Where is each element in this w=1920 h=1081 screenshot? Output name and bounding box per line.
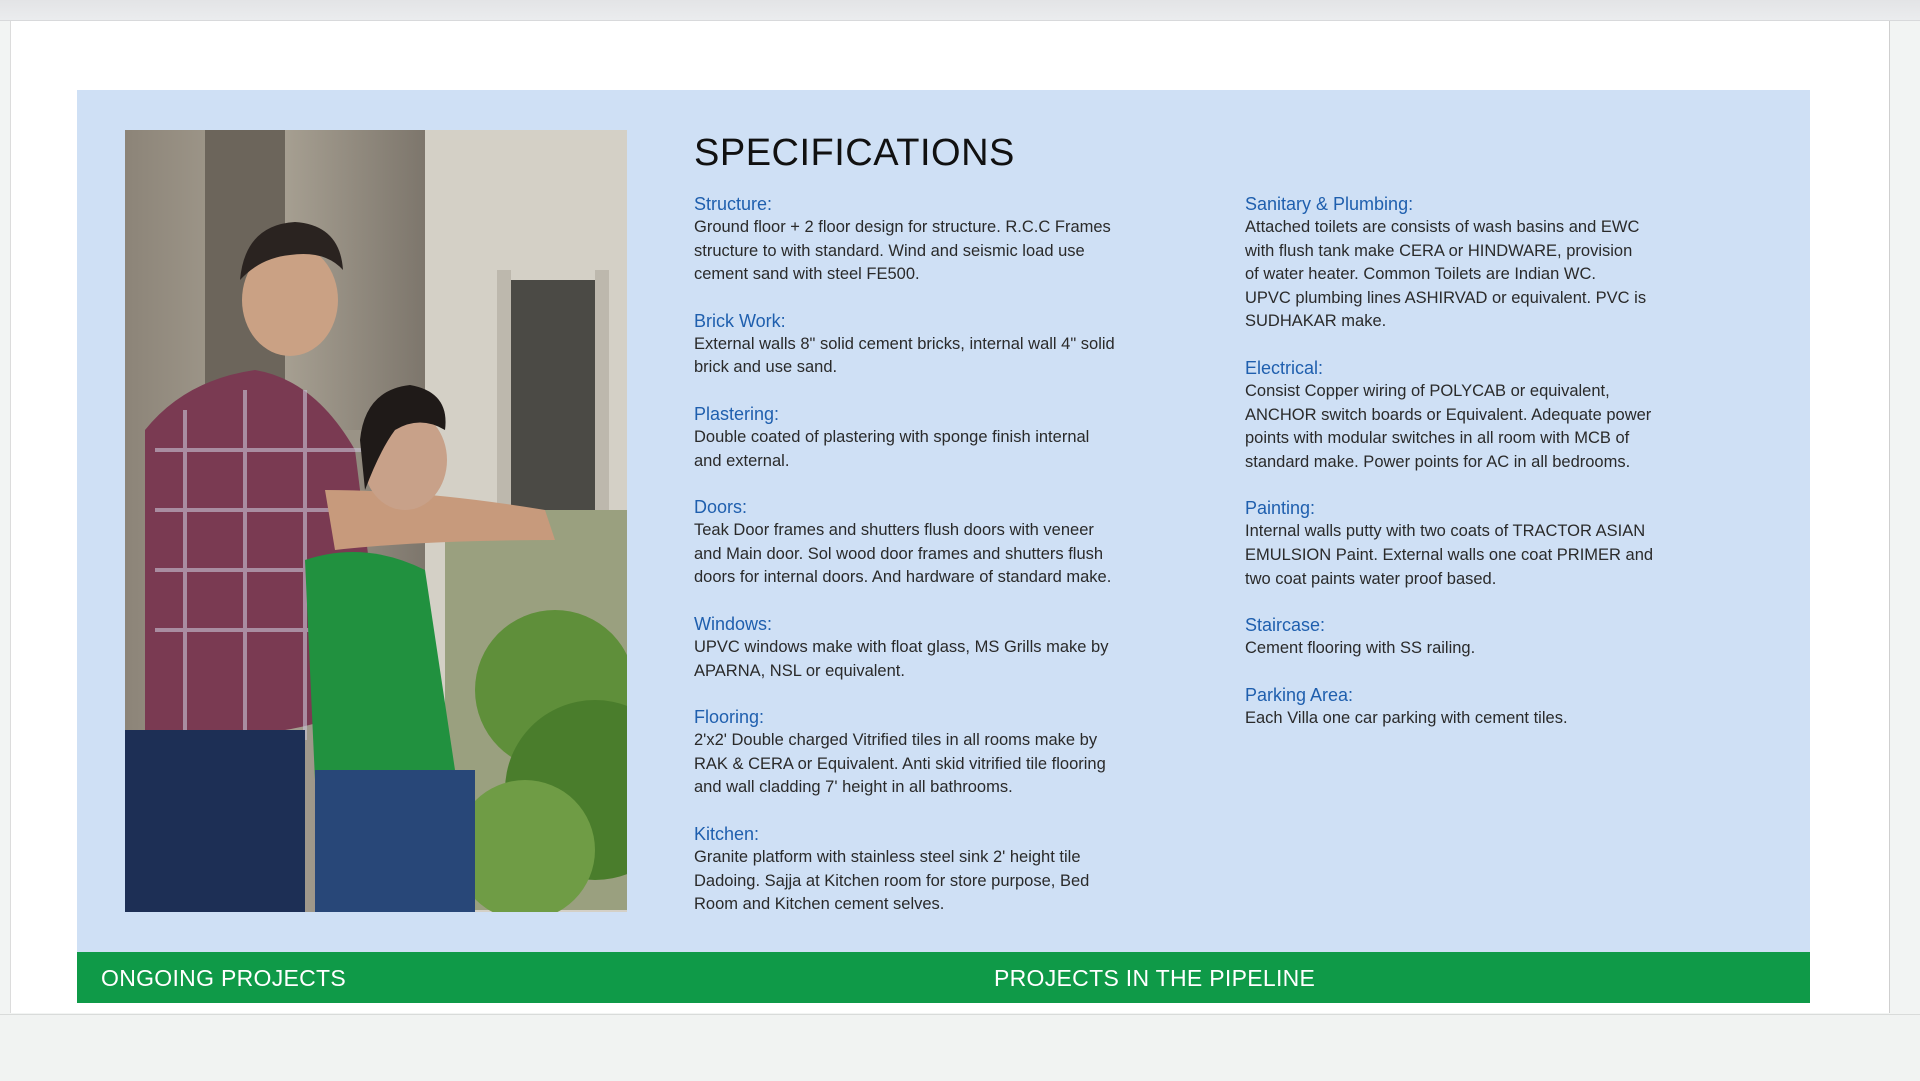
spec-structure — [694, 192, 1184, 287]
spec-line: Double coated of plastering with sponge finish internal — [694, 427, 1090, 446]
spec-line: and external. — [694, 451, 790, 470]
top-chrome-strip — [0, 0, 1920, 21]
spec-line: points with modular switches in all room with MCB of — [1245, 429, 1630, 448]
spec-line: Dadoing. Sajja at Kitchen room for store purpose, Bed — [694, 871, 1090, 890]
spec-line: brick and use sand. — [694, 358, 838, 377]
spec-line: Consist Copper wiring of POLYCAB or equivalent, — [1245, 381, 1610, 400]
spec-title: Brick Work: — [694, 310, 786, 331]
spec-line: Internal walls putty with two coats of TRACTOR ASIAN — [1245, 522, 1646, 541]
spec-line: External walls 8" solid cement bricks, internal wall 4" solid — [694, 334, 1115, 353]
projects-footer-bar — [77, 952, 1810, 1003]
spec-title: Parking Area: — [1245, 684, 1354, 705]
spec-column-left — [694, 192, 1184, 917]
spec-doors — [694, 495, 1184, 590]
spec-line: RAK & CERA or Equivalent. Anti skid vitrified tile flooring — [694, 754, 1106, 773]
spec-line: cement sand with steel FE500. — [694, 265, 920, 284]
page-title: SPECIFICATIONS — [694, 132, 1015, 174]
spec-line: 2'x2' Double charged Vitrified tiles in all rooms make by — [694, 731, 1098, 750]
spec-sanitary-plumbing — [1245, 192, 1745, 334]
pipeline-projects-link[interactable]: PROJECTS IN THE PIPELINE — [994, 965, 1316, 991]
spec-line: doors for internal doors. And hardware of standard make. — [694, 568, 1112, 587]
spec-column-right — [1245, 192, 1745, 730]
specifications-panel — [77, 90, 1810, 952]
spec-kitchen — [694, 822, 1184, 917]
spec-title: Sanitary & Plumbing: — [1245, 194, 1414, 214]
spec-line: of water heater. Common Toilets are Indian WC. — [1245, 265, 1596, 284]
ongoing-projects-link[interactable]: ONGOING PROJECTS — [101, 965, 347, 991]
spec-line: SUDHAKAR make. — [1245, 312, 1387, 331]
spec-title: Kitchen: — [694, 823, 760, 844]
spec-brick-work — [694, 309, 1184, 380]
couple-photo-illustration — [125, 130, 627, 912]
spec-line: Teak Door frames and shutters flush doors with veneer — [694, 521, 1094, 540]
spec-plastering — [694, 402, 1184, 473]
spec-line: Room and Kitchen cement selves. — [694, 895, 945, 914]
spec-windows — [694, 612, 1184, 683]
spec-title: Doors: — [694, 497, 748, 518]
spec-line: UPVC windows make with float glass, MS Grills make by — [694, 637, 1109, 656]
spec-line: standard make. Power points for AC in all bedrooms. — [1245, 452, 1631, 471]
spec-line: structure to with standard. Wind and seismic load use — [694, 241, 1085, 260]
spec-line: EMULSION Paint. External walls one coat PRIMER and — [1245, 545, 1654, 564]
spec-line: Each Villa one car parking with cement tiles. — [1245, 708, 1568, 727]
spec-line: UPVC plumbing lines ASHIRVAD or equivalent. PVC is — [1245, 288, 1647, 307]
spec-parking-area — [1245, 683, 1745, 731]
spec-electrical — [1245, 356, 1745, 474]
spec-line: Attached toilets are consists of wash basins and EWC — [1245, 218, 1640, 236]
spec-line: Cement flooring with SS railing. — [1245, 639, 1476, 658]
viewer-bottom-area — [0, 1014, 1920, 1081]
spec-line: APARNA, NSL or equivalent. — [694, 661, 905, 680]
spec-painting — [1245, 496, 1745, 591]
spec-title: Painting: — [1245, 498, 1316, 519]
spec-line: with flush tank make CERA or HINDWARE, provision — [1245, 241, 1633, 260]
spec-title: Windows: — [694, 613, 773, 634]
spec-line: and wall cladding 7' height in all bathrooms. — [694, 778, 1013, 797]
spec-flooring — [694, 705, 1184, 800]
couple-photo — [125, 130, 627, 912]
spec-title: Staircase: — [1245, 615, 1326, 636]
spec-line: and Main door. Sol wood door frames and shutters flush — [694, 544, 1104, 563]
spec-line: two coat paints water proof based. — [1245, 569, 1497, 588]
spec-title: Structure: — [694, 194, 773, 214]
spec-staircase — [1245, 613, 1745, 661]
spec-line: Ground floor + 2 floor design for structure. R.C.C Frames — [694, 218, 1111, 236]
spec-title: Flooring: — [694, 707, 765, 728]
spec-line: ANCHOR switch boards or Equivalent. Adequate power — [1245, 405, 1652, 424]
spec-title: Electrical: — [1245, 357, 1324, 378]
spec-line: Granite platform with stainless steel sink 2' height tile — [694, 847, 1081, 866]
spec-title: Plastering: — [694, 403, 780, 424]
